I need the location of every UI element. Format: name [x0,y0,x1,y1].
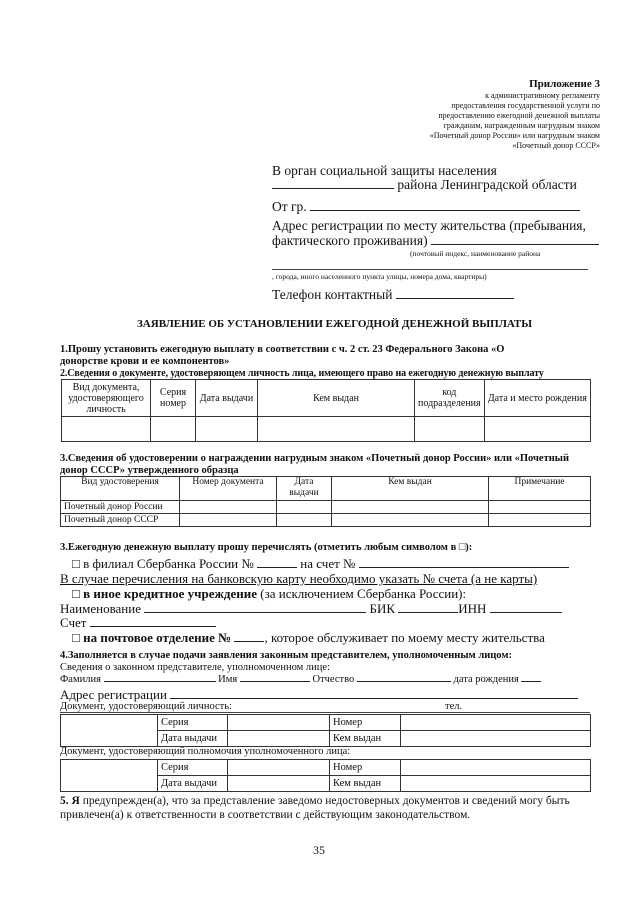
reg-label: Адрес регистрации [60,687,167,702]
col-doc-type: Вид документа, удостоверяющего личность [62,380,151,417]
col-doc-number: Номер документа [180,477,277,501]
dob-blank[interactable] [521,680,541,682]
cell-division-code[interactable] [415,417,485,442]
cell[interactable] [489,501,591,514]
tel-label: тел. [445,701,463,712]
appendix-line: к административному регламенту [485,91,600,100]
number-label: Номер [330,760,401,776]
district-row [272,177,577,193]
bank-name-blank[interactable] [144,611,366,613]
rep-name-row [60,674,541,685]
col-cert-issuer: Кем выдан [332,477,489,501]
sber-account-blank[interactable] [359,566,569,568]
from-label: От гр. [272,199,307,214]
series-label: Серия [158,760,228,776]
s5-line2: привлечен(а) к ответственности в соответствии с действующим законодательством. [60,809,471,821]
col-birth-date-place: Дата и место рождения [484,380,590,417]
issue-date-label: Дата выдачи [158,731,228,747]
sber-row [72,556,569,572]
sber-option[interactable]: □ в филиал Сбербанка России № [72,556,254,571]
cell[interactable] [277,514,332,527]
issued-by-value[interactable] [401,731,591,747]
post-option[interactable]: □ на почтовое отделение № [72,630,232,645]
appendix-line: предоставлению ежегодной денежной выплаты [438,111,600,120]
appendix-title: Приложение 3 [529,78,600,90]
cell-issued-by[interactable] [258,417,415,442]
phone-label: Телефон контактный [272,287,393,302]
id-doc-underline [60,712,590,713]
issue-date-label: Дата выдачи [158,776,228,792]
issued-by-value[interactable] [401,776,591,792]
cell[interactable] [180,501,277,514]
sber-account-label: на счет № [300,556,356,571]
cell-birth[interactable] [484,417,590,442]
id-doc-label: Документ, удостоверяющий личность: [60,701,232,712]
series-value[interactable] [228,715,330,731]
district-blank[interactable] [272,187,394,189]
s2-heading: 2.Сведения о документе, удостоверяющем личность лица, имеющего право на ежегодную денежную выплату [60,368,544,379]
page-number: 35 [313,843,325,857]
addr-blank-2[interactable] [272,269,588,270]
city-hint: , города, иного населенного пункта улицы, номера дома, квартиры) [272,272,487,281]
col-division-code: код подразделения [415,380,485,417]
from-blank[interactable] [310,209,580,211]
cell[interactable] [180,514,277,527]
row-donor-ussr: Почетный донор СССР [61,514,180,527]
name-blank[interactable] [240,680,310,682]
phone-row [272,287,514,303]
col-issue-date: Дата выдачи [196,380,258,417]
auth-doc-label: Документ, удостоверяющий полномочия уполномоченного лица: [60,746,351,757]
s3-line2: донор СССР» утвержденного образца [60,465,239,476]
addr-row2 [272,233,599,249]
form-title: ЗАЯВЛЕНИЕ ОБ УСТАНОВЛЕНИИ ЕЖЕГОДНОЙ ДЕНЕЖНОЙ ВЫПЛАТЫ [137,318,533,330]
issued-by-label: Кем выдан [330,776,401,792]
account-row [60,615,216,631]
sber-branch-blank[interactable] [257,566,297,568]
col-series-number: Серия номер [151,380,196,417]
id-doc-row [60,701,232,712]
inn-label: ИНН [458,601,487,616]
col-cert-type: Вид удостоверения [61,477,180,501]
col-note: Примечание [489,477,591,501]
card-note: В случае перечисления на банковскую карту необходимо указать № счета (а не карты) [60,571,538,586]
cell-issue-date[interactable] [196,417,258,442]
cell-series-number[interactable] [151,417,196,442]
cell[interactable] [332,514,489,527]
row-donor-russia: Почетный донор России [61,501,180,514]
appendix-lines [430,91,600,151]
addr-blank[interactable] [431,243,599,245]
appendix-line: «Почетный донор России» или нагрудным знаком [429,131,600,140]
number-label: Номер [330,715,401,731]
postal-hint: (почтовый индекс, наименование района [410,249,541,258]
bik-blank[interactable] [398,611,458,613]
appendix-line: предоставления государственной услуги по [451,101,600,110]
col-cert-date: Дата выдачи [277,477,332,501]
col-issued-by: Кем выдан [258,380,415,417]
s5-num: 5. Я [60,795,80,807]
account-blank[interactable] [90,625,216,627]
s1-line1: 1.Прошу установить ежегодную выплату в соответствии с ч. 2 ст. 23 Федерального Закона «О [60,344,505,355]
issued-by-label: Кем выдан [330,731,401,747]
cell-blank [61,760,158,792]
cell[interactable] [489,514,591,527]
s5-text1: предупрежден(а), что за представление заведомо недостоверных документов и сведений могу быть [79,795,570,807]
surname-label: Фамилия [60,674,101,685]
dob-label: дата рождения [453,674,519,685]
to-org: В орган социальной защиты населения [272,163,497,178]
s5-line1 [60,795,570,807]
s3-line1: 3.Сведения об удостоверении о награждении нагрудным знаком «Почетный донор России» или «Почетный [60,453,570,464]
cell-blank [61,715,158,747]
surname-blank[interactable] [104,680,216,682]
patronymic-blank[interactable] [357,680,451,682]
post-rest: , которое обслуживает по моему месту жительства [264,630,545,645]
post-row [72,630,545,646]
bik-label: БИК [369,601,396,616]
reg-blank[interactable] [170,697,578,699]
other-bank-row [72,586,466,602]
cell[interactable] [332,501,489,514]
addr-line2: фактического проживания) [272,233,428,248]
addr-line1: Адрес регистрации по месту жительства (пребывания, [272,218,586,233]
cell[interactable] [277,501,332,514]
other-bank-option[interactable]: □ в иное кредитное учреждение [72,586,258,601]
account-label: Счет [60,615,87,630]
bank-name-label: Наименование [60,601,141,616]
series-label: Серия [158,715,228,731]
post-number-blank[interactable] [234,640,264,642]
cell-doc-type[interactable] [62,417,151,442]
series-value[interactable] [228,760,330,776]
district-label: района Ленинградской области [397,177,577,192]
from-row [272,199,580,215]
patronymic-label: Отчество [312,674,355,685]
appendix-line: гражданам, награжденным нагрудным знаком [443,121,600,130]
number-value[interactable] [401,715,591,731]
appendix-line: «Почетный донор СССР» [512,141,600,150]
issue-date-value[interactable] [228,731,330,747]
name-label: Имя [218,674,238,685]
phone-blank[interactable] [396,297,514,299]
s1-line2: донорстве крови и ее компонентов» [60,356,230,367]
s4-heading: 4.Заполняется в случае подачи заявления законным представителем, уполномоченным лицом: [60,650,513,661]
payment-heading: 3.Ежегодную денежную выплату прошу перечислять (отметить любым символом в □): [60,542,473,553]
s4-sub: Сведения о законном представителе, уполномоченном лице: [60,662,330,673]
inn-blank[interactable] [490,611,562,613]
auth-doc-table [60,759,591,792]
donor-cert-table [60,476,591,527]
other-bank-rest: (за исключением Сбербанка России): [257,586,467,601]
issue-date-value[interactable] [228,776,330,792]
rep-id-table [60,714,591,747]
identity-doc-table [61,379,591,442]
number-value[interactable] [401,760,591,776]
